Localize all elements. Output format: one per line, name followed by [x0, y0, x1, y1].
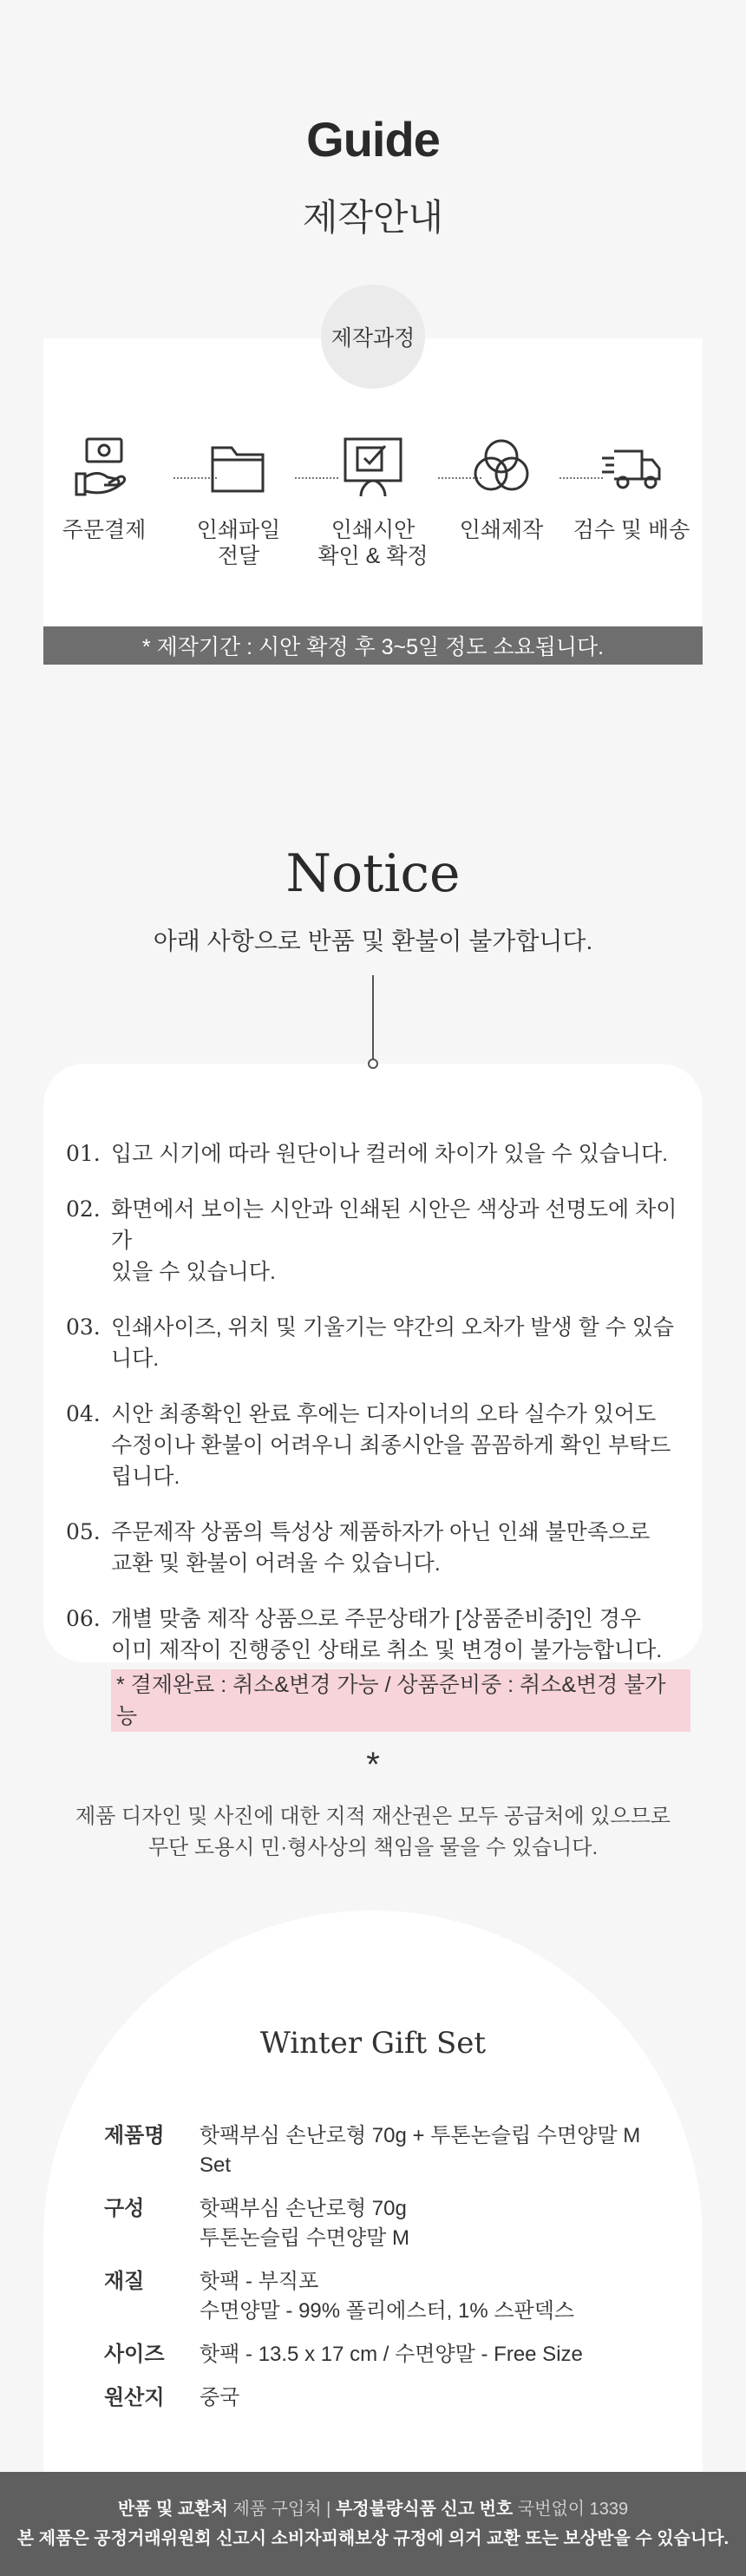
list-item [66, 1312, 690, 1374]
footer-separator: | [326, 2500, 331, 2519]
report-value: 국번없이 1339 [517, 2500, 629, 2519]
spec-value: 핫팩 - 부직포 수면양말 - 99% 폴리에스터, 1% 스판덱스 [200, 2270, 575, 2323]
item-number: 01. [66, 1141, 101, 1166]
divider-dot [368, 1059, 378, 1069]
compensation-notice: 본 제품은 공정거래위원회 신고시 소비자피해보상 규정에 의거 교환 또는 보상받을 수 있습니다. [16, 2529, 730, 2548]
item-number: 05. [66, 1519, 101, 1544]
spec-value: 중국 [200, 2386, 240, 2409]
cancel-policy-highlight: * 결제완료 : 취소&변경 가능 / 상품준비중 : 취소&변경 불가능 [111, 1669, 690, 1732]
spec-row [104, 2121, 659, 2180]
spec-key: 제품명 [104, 2124, 165, 2147]
spec-row [104, 2383, 659, 2413]
process-step [178, 434, 299, 569]
item-text: 화면에서 보이는 시안과 인쇄된 시안은 색상과 선명도에 차이가 있을 수 있습니다. [111, 1197, 677, 1284]
list-item [66, 1194, 690, 1288]
item-number: 06. [66, 1606, 101, 1631]
proof-check-icon [340, 434, 406, 500]
spec-row [104, 2340, 659, 2370]
list-item [66, 1138, 690, 1170]
spec-row [104, 2267, 659, 2326]
product-title: Winter Gift Set [259, 2026, 487, 2061]
notice-title: Notice [285, 843, 461, 904]
spec-value: 핫팩 - 13.5 x 17 cm / 수면양말 - Free Size [200, 2343, 583, 2366]
spec-value: 핫팩부심 손난로형 70g + 투톤논슬립 수면양말 M Set [200, 2124, 641, 2177]
folder-icon [206, 434, 272, 500]
list-item [66, 1603, 690, 1732]
copyright-notice: 제품 디자인 및 사진에 대한 지적 재산권은 모두 공급처에 있으므로 무단 도용시 민·형사상의 책임을 물을 수 있습니다. [75, 1805, 671, 1859]
guide-title: Guide [306, 112, 440, 167]
item-number: 03. [66, 1314, 101, 1340]
production-duration: * 제작기간 : 시안 확정 후 3~5일 정도 소요됩니다. [43, 626, 703, 665]
delivery-truck-icon [599, 434, 664, 500]
payment-icon [71, 434, 137, 500]
step-label: 인쇄파일 전달 [196, 518, 281, 568]
list-item [66, 1517, 690, 1579]
process-step [571, 434, 692, 543]
process-label: 제작과정 [321, 285, 425, 389]
step-label: 인쇄제작 [459, 518, 544, 542]
spec-key: 사이즈 [104, 2343, 165, 2366]
spec-row [104, 2194, 659, 2253]
step-label: 주문결제 [62, 518, 147, 542]
spec-table [104, 2121, 659, 2427]
notice-subtitle: 아래 사항으로 반품 및 환불이 불가합니다. [153, 927, 593, 954]
notice-card [43, 1064, 703, 1728]
spec-key: 구성 [104, 2197, 145, 2220]
footer-line-contact [118, 2494, 628, 2524]
exchange-label: 반품 및 교환처 [117, 2500, 228, 2519]
item-body [111, 1603, 690, 1732]
process-steps [43, 434, 703, 573]
item-number: 04. [66, 1401, 101, 1426]
item-text: 입고 시기에 따라 원단이나 컬러에 차이가 있을 수 있습니다. [111, 1142, 669, 1166]
spec-key: 재질 [104, 2270, 145, 2293]
divider-line [372, 975, 374, 1062]
spec-key: 원산지 [104, 2386, 165, 2409]
asterisk-mark: * [366, 1746, 380, 1784]
print-circles-icon [468, 434, 534, 500]
step-label: 검수 및 배송 [573, 518, 690, 542]
process-step [43, 434, 165, 543]
item-text: 개별 맞춤 제작 상품으로 주문상태가 [상품준비중]인 경우 이미 제작이 진행중인 상태로 취소 및 변경이 불가능합니다. [111, 1607, 663, 1662]
exchange-value: 제품 구입처 [232, 2500, 322, 2519]
process-step [312, 434, 434, 569]
footer-line-notice [17, 2524, 729, 2553]
list-item [66, 1399, 690, 1492]
spec-value: 핫팩부심 손난로형 70g 투톤논슬립 수면양말 M [200, 2197, 409, 2250]
process-step [441, 434, 562, 543]
report-label: 부정불량식품 신고 번호 [335, 2500, 514, 2519]
guide-subtitle: 제작안내 [302, 197, 444, 238]
item-text: 인쇄사이즈, 위치 및 기울기는 약간의 오차가 발생 할 수 있습니다. [111, 1315, 675, 1371]
notice-list [66, 1138, 690, 1756]
item-text: 시안 최종확인 완료 후에는 디자이너의 오타 실수가 있어도 수정이나 환불이 어려우니 최종시안을 꼼꼼하게 확인 부탁드립니다. [111, 1402, 671, 1489]
item-number: 02. [66, 1196, 101, 1222]
step-label: 인쇄시안 확인 & 확정 [317, 518, 429, 568]
footer [0, 2472, 746, 2576]
item-text: 주문제작 상품의 특성상 제품하자가 아닌 인쇄 불만족으로 교환 및 환불이 어려울 수 있습니다. [111, 1520, 651, 1576]
